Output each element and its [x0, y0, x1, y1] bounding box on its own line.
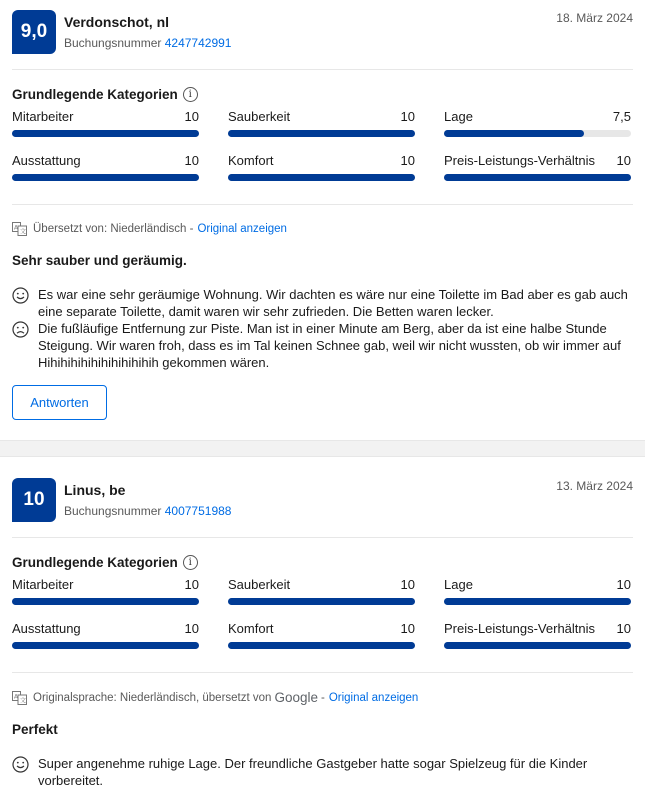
info-icon[interactable]: i [183, 555, 198, 570]
category-bar [12, 130, 199, 137]
category-item [12, 576, 199, 620]
category-value: 10 [400, 153, 415, 168]
translate-icon [12, 222, 27, 236]
positive-text: Super angenehme ruhige Lage. Der freundliche Gastgeber hatte sogar Spielzeug für die Kinder vorbereitet. [38, 756, 588, 788]
category-value: 10 [184, 577, 199, 592]
review-card [0, 457, 645, 789]
category-bar-fill [228, 642, 415, 649]
categories-heading [12, 87, 633, 102]
reviewer-name: Linus, be [64, 482, 126, 498]
category-label: Preis-Leistungs-Verhältnis [444, 153, 596, 168]
positive-text: Es war eine sehr geräumige Wohnung. Wir dachten es wäre nur eine Toilette im Bad aber es gab auch eine separate Toilette, damit waren wir sehr zufrieden. Die Betten waren lecker. [38, 287, 628, 319]
svg-text:A: A [14, 693, 19, 700]
category-label: Ausstattung [12, 153, 81, 168]
category-bar [444, 598, 631, 605]
smiley-happy-icon [12, 286, 38, 308]
categories-heading [12, 555, 633, 570]
translation-note [12, 222, 633, 236]
category-value: 10 [400, 577, 415, 592]
category-value: 10 [184, 621, 199, 636]
info-icon[interactable]: i [183, 87, 198, 102]
category-bar-fill [12, 130, 199, 137]
smiley-sad-icon [12, 320, 38, 342]
show-original-link[interactable]: Original anzeigen [328, 691, 419, 704]
booking-label: Buchungsnummer [64, 504, 162, 518]
category-bar-fill [228, 174, 415, 181]
category-bar [228, 174, 415, 181]
category-label: Preis-Leistungs-Verhältnis [444, 621, 596, 636]
category-bar-fill [12, 174, 199, 181]
category-item [12, 152, 199, 196]
category-item [228, 576, 415, 620]
category-label: Ausstattung [12, 621, 81, 636]
category-item [228, 620, 415, 664]
category-bar [228, 130, 415, 137]
svg-text:文: 文 [20, 697, 27, 704]
category-bar [228, 598, 415, 605]
booking-number-link[interactable]: 4247742991 [164, 36, 232, 50]
review-header [12, 0, 633, 70]
reply-button[interactable]: Antworten [12, 385, 107, 420]
category-grid [12, 108, 633, 205]
category-bar [444, 642, 631, 649]
positive-comment [12, 755, 633, 789]
category-bar-fill [444, 130, 584, 137]
category-item [228, 108, 415, 152]
category-label: Lage [444, 109, 473, 124]
categories-title: Grundlegende Kategorien [12, 555, 178, 570]
google-logo: Google [274, 690, 318, 705]
category-bar-fill [444, 642, 631, 649]
category-label: Sauberkeit [228, 109, 291, 124]
negative-comment [12, 320, 633, 371]
show-original-link[interactable]: Original anzeigen [197, 223, 287, 235]
score-badge: 9,0 [12, 10, 56, 54]
category-bar [12, 174, 199, 181]
booking-label: Buchungsnummer [64, 36, 162, 50]
category-item [12, 620, 199, 664]
category-label: Mitarbeiter [12, 577, 74, 592]
smiley-happy-icon [12, 755, 38, 777]
category-bar-fill [228, 130, 415, 137]
translate-icon [12, 691, 27, 705]
category-value: 10 [616, 153, 631, 168]
positive-comment [12, 286, 633, 320]
category-value: 7,5 [612, 109, 631, 124]
category-item [444, 620, 631, 664]
category-label: Komfort [228, 621, 274, 636]
category-item [444, 576, 631, 620]
category-item [444, 152, 631, 196]
review-header [12, 457, 633, 538]
category-value: 10 [184, 153, 199, 168]
category-value: 10 [616, 577, 631, 592]
category-value: 10 [616, 621, 631, 636]
category-grid [12, 576, 633, 673]
category-value: 10 [400, 109, 415, 124]
booking-number-link[interactable]: 4007751988 [164, 504, 232, 518]
category-bar [12, 642, 199, 649]
category-item [12, 108, 199, 152]
review-title: Perfekt [12, 722, 58, 737]
category-item [228, 152, 415, 196]
booking-info [64, 36, 231, 50]
category-bar-fill [12, 642, 199, 649]
category-bar [444, 174, 631, 181]
category-bar [228, 642, 415, 649]
category-label: Lage [444, 577, 473, 592]
category-bar [444, 130, 631, 137]
translation-separator: - [320, 691, 325, 704]
score-badge: 10 [12, 478, 56, 522]
reviewer-name: Verdonschot, nl [64, 14, 170, 30]
category-item [444, 108, 631, 152]
review-date: 18. März 2024 [556, 11, 633, 25]
translation-note [12, 690, 633, 705]
translation-text: Übersetzt von: Niederländisch - [33, 223, 194, 235]
svg-text:A: A [14, 224, 19, 232]
booking-info [64, 504, 231, 518]
category-bar-fill [12, 598, 199, 605]
category-label: Mitarbeiter [12, 109, 74, 124]
category-bar-fill [444, 598, 631, 605]
category-bar [12, 598, 199, 605]
review-date: 13. März 2024 [556, 479, 633, 493]
category-bar-fill [444, 174, 631, 181]
negative-text: Die fußläufige Entfernung zur Piste. Man ist in einer Minute am Berg, aber da ist eine halbe Stunde Steigung. Wir waren froh, dass es im Tal keinen Schnee gab, weil wir nicht wussten, ob wir immer auf Hihihihihihihihihihihih gekommen wären. [38, 321, 621, 370]
categories-title: Grundlegende Kategorien [12, 87, 178, 102]
category-value: 10 [184, 109, 199, 124]
category-bar-fill [228, 598, 415, 605]
translation-text: Originalsprache: Niederländisch, übersetzt von [33, 691, 272, 704]
category-label: Sauberkeit [228, 577, 291, 592]
category-value: 10 [400, 621, 415, 636]
review-title: Sehr sauber und geräumig. [12, 253, 187, 268]
category-label: Komfort [228, 153, 274, 168]
review-separator [0, 440, 645, 457]
svg-text:文: 文 [20, 228, 27, 236]
